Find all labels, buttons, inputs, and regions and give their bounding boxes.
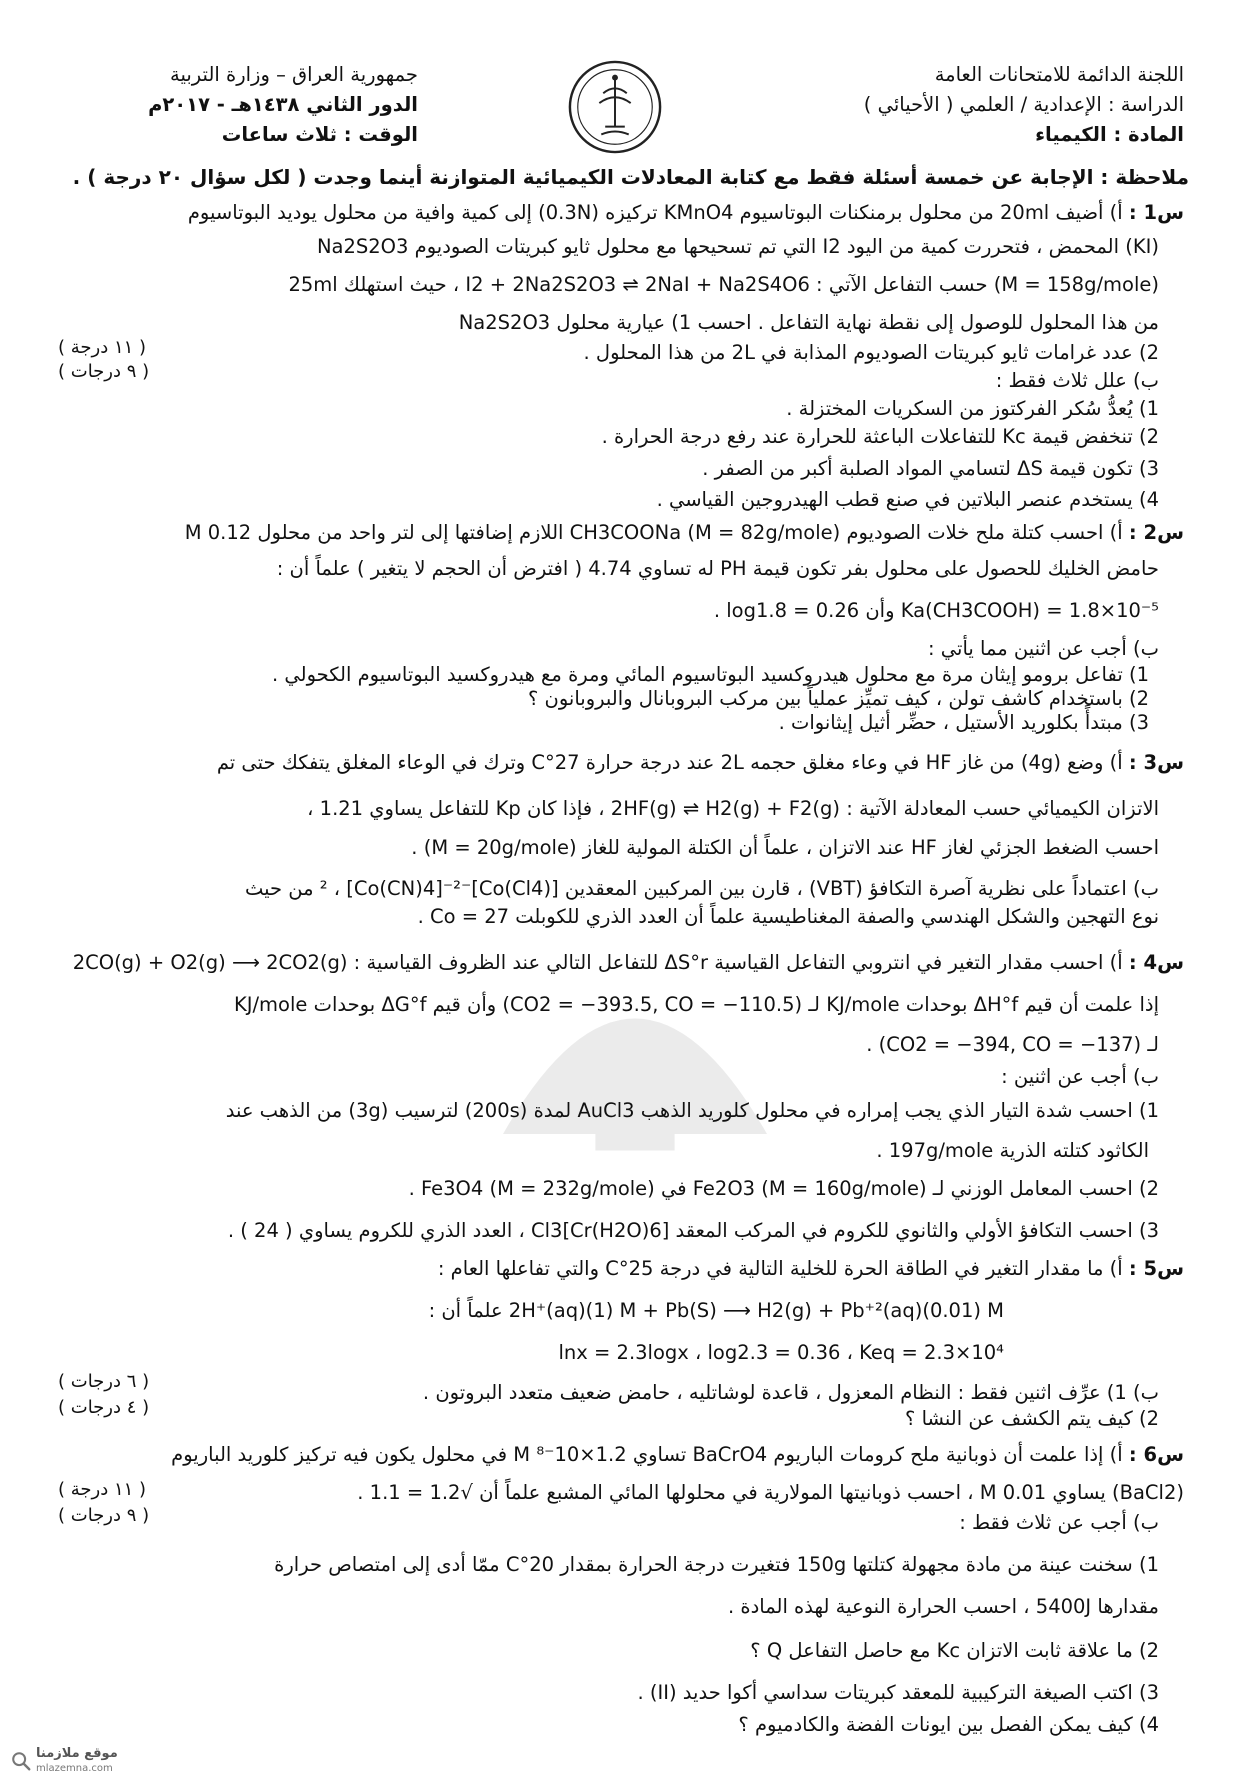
q5-line-3: lnx = 2.3logx ، log2.3 = 0.36 ، Keq = 2.3×10⁴: [558, 1341, 1004, 1364]
subject: المادة : الكيمياء: [1035, 123, 1184, 146]
q3-line-2: الاتزان الكيميائي حسب المعادلة الآتية : 2HF(g) ⇌ H2(g) + F2(g) ، فإذا كان Kp للتفاعل يساوي 1.21 ،: [307, 797, 1159, 820]
q2-line-2: حامض الخليك للحصول على محلول بفر تكون قيمة PH له تساوي 4.74 ( افترض أن الحجم لا يتغير ) علماً أن :: [276, 557, 1159, 580]
brand-url: mlazemna.com: [36, 1762, 113, 1774]
search-icon: [10, 1750, 32, 1772]
q1-line-9: 3) تكون قيمة ΔS لتسامي المواد الصلبة أكبر من الصفر .: [702, 457, 1159, 480]
q1-line-6: ب) علل ثلاث فقط :: [995, 369, 1159, 392]
q3-line-5: نوع التهجين والشكل الهندسي والصفة المغناطيسية علماً أن العدد الذري للكوبلت Co = 27 .: [417, 905, 1159, 928]
q4-line-1: س4 : أ) احسب مقدار التغير في انتروبي التفاعل القياسية ΔS°r للتفاعل التالي عند الظروف القياسية : 2CO(g) + O2(g) ⟶ 2CO2(g): [72, 951, 1184, 974]
committee-name: اللجنة الدائمة للامتحانات العامة: [934, 63, 1184, 86]
q5-line-5: 2) كيف يتم الكشف عن النشا ؟: [905, 1407, 1159, 1430]
q4-line-6: الكاثود كتلته الذرية 197g/mole .: [876, 1139, 1149, 1162]
q1-line-7: 1) يُعدُّ سُكر الفركتوز من السكريات المختزلة .: [786, 397, 1159, 420]
q3-line-3: احسب الضغط الجزئي لغاز HF عند الاتزان ، علماً أن الكتلة المولية للغاز (M = 20g/mole) .: [411, 836, 1159, 859]
q5-line-1: س5 : أ) ما مقدار التغير في الطاقة الحرة للخلية التالية في درجة 25°C والتي تفاعلها العام :: [437, 1257, 1184, 1280]
q6-line-8: 4) كيف يمكن الفصل بين ايونات الفضة والكادميوم ؟: [738, 1713, 1159, 1736]
q5-line-2: 2H⁺(aq)(1) M + Pb(S) ⟶ H2(g) + Pb⁺²(aq)(0.01) M علماً أن :: [428, 1299, 1004, 1322]
q2-line-1: س2 : أ) احسب كتلة ملح خلات الصوديوم CH3COONa (M = 82g/mole) اللازم إضافتها إلى لتر واحد من محلول 0.12 M: [184, 521, 1184, 544]
grade-q5a: ( ٦ درجات ): [58, 1371, 150, 1392]
header-left: [88, 62, 418, 152]
q2-line-4: ب) أجب عن اثنين مما يأتي :: [928, 637, 1159, 660]
grade-q6a: ( ١١ درجة ): [58, 1479, 147, 1500]
q1-line-1: س1 : أ) أضيف 20ml من محلول برمنكنات البوتاسيوم KMnO4 تركيزه (0.3N) إلى كمية وافية من محلول يوديد البوتاسيوم: [187, 201, 1184, 224]
grade-q5b: ( ٤ درجات ): [58, 1397, 150, 1418]
header-right: [644, 62, 1184, 152]
q2-line-3: Ka(CH3COOH) = 1.8×10⁻⁵ وأن log1.8 = 0.26 .: [713, 599, 1159, 622]
q3-line-1: س3 : أ) وضع (4g) من غاز HF في وعاء مغلق حجمه 2L عند درجة حرارة 27°C وترك في الوعاء المغلق يتفكك حتى تم: [216, 751, 1184, 774]
site-brand: [10, 1747, 118, 1775]
q6-line-1: س6 : أ) إذا علمت أن ذوبانية ملح كرومات الباريوم BaCrO4 تساوي 1.2×10⁻⁸ M في محلول يكون فيه تركيز كلوريد الباريوم: [171, 1443, 1184, 1466]
grade-q1b: ( ٩ درجات ): [58, 361, 150, 382]
q6-line-3: ب) أجب عن ثلاث فقط :: [959, 1511, 1159, 1534]
q3-line-4: ب) اعتماداً على نظرية آصرة التكافؤ (VBT) ، قارن بين المركبين المعقدين [Co(Cl4)]⁻² ، [Co(CN)4]⁻² من حيث: [244, 877, 1159, 900]
grade-q6b: ( ٩ درجات ): [58, 1505, 150, 1526]
exam-time: الوقت : ثلاث ساعات: [221, 123, 418, 146]
q1-line-5: 2) عدد غرامات ثايو كبريتات الصوديوم المذابة في 2L من هذا المحلول .: [583, 341, 1159, 364]
q4-line-7: 2) احسب المعامل الوزني لـ Fe2O3 (M = 160g/mole) في Fe3O4 (M = 232g/mole) .: [408, 1177, 1159, 1200]
study-branch: الدراسة : الإعدادية / العلمي ( الأحيائي ): [863, 93, 1184, 116]
q1-line-4: من هذا المحلول للوصول إلى نقطة نهاية التفاعل . احسب 1) عيارية محلول Na2S2O3: [458, 311, 1159, 334]
instructions-note: ملاحظة : الإجابة عن خمسة أسئلة فقط مع كتابة المعادلات الكيميائية المتوازنة أينما وجدت ( لكل سؤال ٢٠ درجة ) .: [72, 165, 1189, 189]
q6-line-7: 3) اكتب الصيغة التركيبية للمعقد كبريتات سداسي أكوا حديد (II) .: [637, 1681, 1159, 1704]
q6-line-2: (BaCl2) يساوي 0.01 M ، احسب ذوبانيتها المولارية في محلولها المائي المشبع علماً أن √1.2 = 1.1 .: [357, 1481, 1184, 1504]
brand-text-block: [36, 1747, 118, 1775]
q6-line-4: 1) سخنت عينة من مادة مجهولة كتلتها 150g فتغيرت درجة الحرارة بمقدار 20°C ممّا أدى إلى امتصاص حرارة: [274, 1553, 1159, 1576]
q1-line-3: (M = 158g/mole) حسب التفاعل الآتي : I2 + 2Na2S2O3 ⇌ 2NaI + Na2S4O6 ، حيث استهلك 25ml: [288, 273, 1159, 296]
q2-line-7: 3) مبتدأً بكلوريد الأستيل ، حضِّر أثيل إيثانوات .: [778, 711, 1149, 734]
q2-line-5: 1) تفاعل برومو إيثان مرة مع محلول هيدروكسيد البوتاسيوم المائي ومرة مع هيدروكسيد البوتاسيوم الكحولي .: [271, 663, 1149, 686]
brand-name: موقع ملازمنا: [36, 1746, 118, 1762]
q6-line-5: مقدارها 5400J ، احسب الحرارة النوعية لهذه المادة .: [727, 1595, 1159, 1618]
q4-line-3: لـ (CO2 = −394, CO = −137) .: [866, 1033, 1159, 1056]
q1-line-2: (KI) المحمض ، فتحررت كمية من اليود I2 التي تم تسحيحها مع محلول ثايو كبريتات الصوديوم Na2S2O3: [316, 235, 1159, 258]
ministry-seal-logo: [566, 58, 664, 156]
q4-line-5: 1) احسب شدة التيار الذي يجب إمراره في محلول كلوريد الذهب AuCl3 لمدة (200s) لترسيب (3g) من الذهب عند: [225, 1099, 1159, 1122]
q1-line-8: 2) تنخفض قيمة Kc للتفاعلات الباعثة للحرارة عند رفع درجة الحرارة .: [601, 425, 1159, 448]
q2-line-6: 2) باستخدام كاشف تولن ، كيف تميِّز عملياً بين مركب البروبانال والبروبانون ؟: [527, 687, 1149, 710]
grade-q1a: ( ١١ درجة ): [58, 337, 147, 358]
q4-line-8: 3) احسب التكافؤ الأولي والثانوي للكروم في المركب المعقد [Cr(H2O)6]Cl3 ، العدد الذري للكروم يساوي ( 24 ) .: [227, 1219, 1159, 1242]
q5-line-4: ب) 1) عرِّف اثنين فقط : النظام المعزول ، قاعدة لوشاتليه ، حامض ضعيف متعدد البروتون .: [422, 1381, 1159, 1404]
country-ministry: جمهورية العراق – وزارة التربية: [170, 63, 418, 86]
exam-session: الدور الثاني ١٤٣٨هـ - ٢٠١٧م: [148, 93, 418, 116]
q1-line-10: 4) يستخدم عنصر البلاتين في صنع قطب الهيدروجين القياسي .: [656, 488, 1159, 511]
q4-line-4: ب) أجب عن اثنين :: [1001, 1065, 1159, 1088]
q6-line-6: 2) ما علاقة ثابت الاتزان Kc مع حاصل التفاعل Q ؟: [750, 1639, 1159, 1662]
q4-line-2: إذا علمت أن قيم ΔH°f بوحدات KJ/mole لـ (CO2 = −393.5, CO = −110.5) وأن قيم ΔG°f بوحدات KJ/mole: [233, 993, 1159, 1016]
